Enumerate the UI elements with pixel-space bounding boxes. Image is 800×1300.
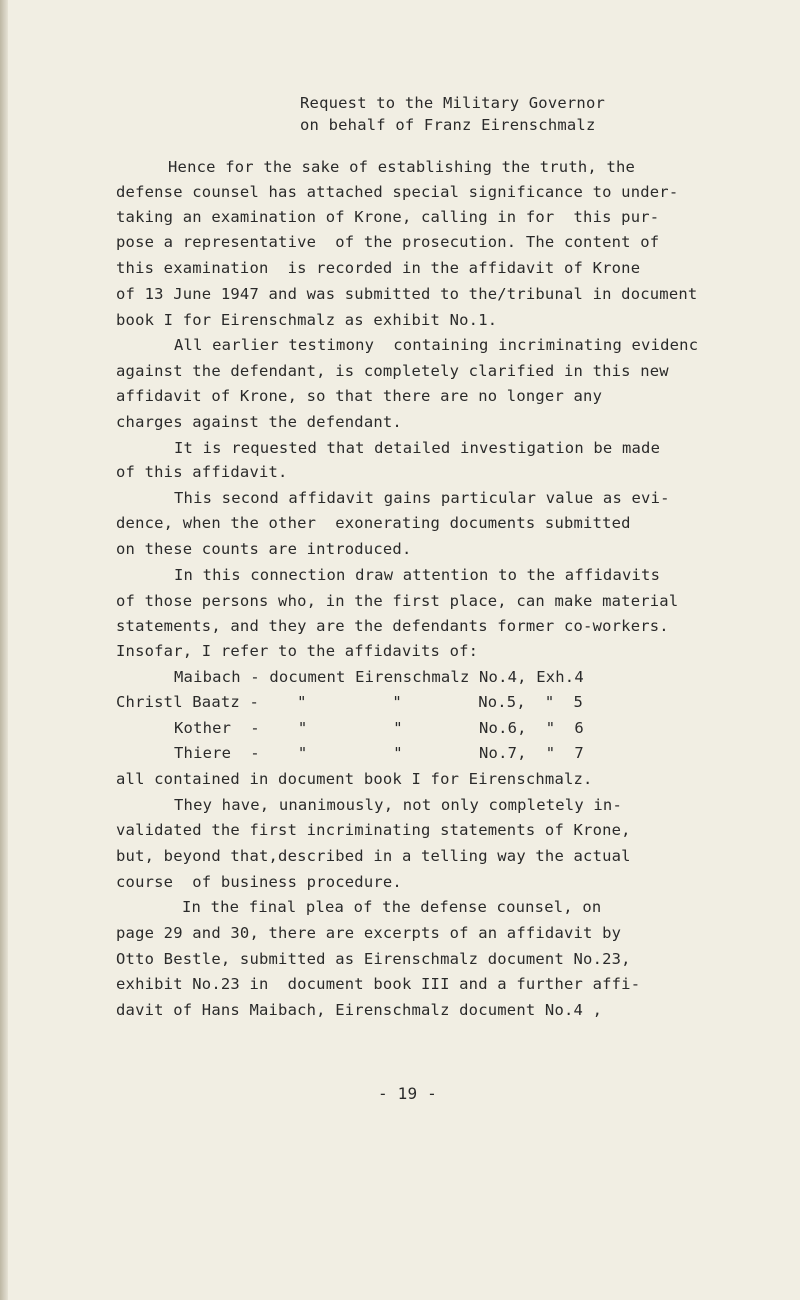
text-line: on these counts are introduced.: [116, 540, 412, 558]
text-line: against the defendant, is completely clarified in this new: [116, 362, 669, 380]
affidavit-row: Christl Baatz - " " No.5, " 5: [116, 693, 584, 711]
text-line: page 29 and 30, there are excerpts of an affidavit by: [116, 924, 622, 942]
text-line: this examination is recorded in the affidavit of Krone: [116, 259, 641, 277]
text-line: charges against the defendant.: [116, 413, 402, 431]
header-line-1: Request to the Military Governor: [300, 94, 606, 112]
document-header: [300, 92, 605, 136]
text-line: pose a representative of the prosecution. The content of: [116, 233, 660, 251]
text-line: defense counsel has attached special significance to under-: [116, 183, 679, 201]
text-line: of those persons who, in the first place, can make material: [116, 592, 679, 610]
text-line: It is requested that detailed investigation be made: [174, 439, 661, 457]
text-line: of this affidavit.: [116, 463, 288, 481]
text-line: exhibit No.23 in document book III and a further affi-: [116, 975, 641, 993]
text-line: course of business procedure.: [116, 873, 402, 891]
affidavit-row: Thiere - " " No.7, " 7: [174, 744, 584, 762]
text-line: Otto Bestle, submitted as Eirenschmalz document No.23,: [116, 950, 631, 968]
text-line: Insofar, I refer to the affidavits of:: [116, 642, 479, 660]
text-line: They have, unanimously, not only completely in-: [174, 796, 622, 814]
text-line: In the final plea of the defense counsel, on: [182, 898, 602, 916]
text-line: all contained in document book I for Eirenschmalz.: [116, 770, 593, 788]
text-line: of 13 June 1947 and was submitted to the/tribunal in document: [116, 285, 698, 303]
text-line: but, beyond that,described in a telling way the actual: [116, 847, 631, 865]
text-line: validated the first incriminating statements of Krone,: [116, 821, 631, 839]
text-line: All earlier testimony containing incriminating evidenc: [174, 336, 699, 354]
text-line: taking an examination of Krone, calling in for this pur-: [116, 208, 660, 226]
text-line: Hence for the sake of establishing the truth, the: [168, 158, 636, 176]
page-edge-shadow: [0, 0, 8, 1300]
affidavit-row: Maibach - document Eirenschmalz No.4, Exh.4: [174, 668, 584, 686]
text-line: davit of Hans Maibach, Eirenschmalz document No.4 ,: [116, 1001, 603, 1019]
text-line: This second affidavit gains particular value as evi-: [174, 489, 670, 507]
text-line: dence, when the other exonerating documents submitted: [116, 514, 631, 532]
text-line: affidavit of Krone, so that there are no longer any: [116, 387, 603, 405]
text-line: statements, and they are the defendants former co-workers.: [116, 617, 669, 635]
page-number: - 19 -: [378, 1084, 437, 1103]
text-line: book I for Eirenschmalz as exhibit No.1.: [116, 311, 498, 329]
text-line: In this connection draw attention to the affidavits: [174, 566, 661, 584]
header-line-2: on behalf of Franz Eirenschmalz: [300, 116, 596, 134]
affidavit-row: Kother - " " No.6, " 6: [174, 719, 584, 737]
